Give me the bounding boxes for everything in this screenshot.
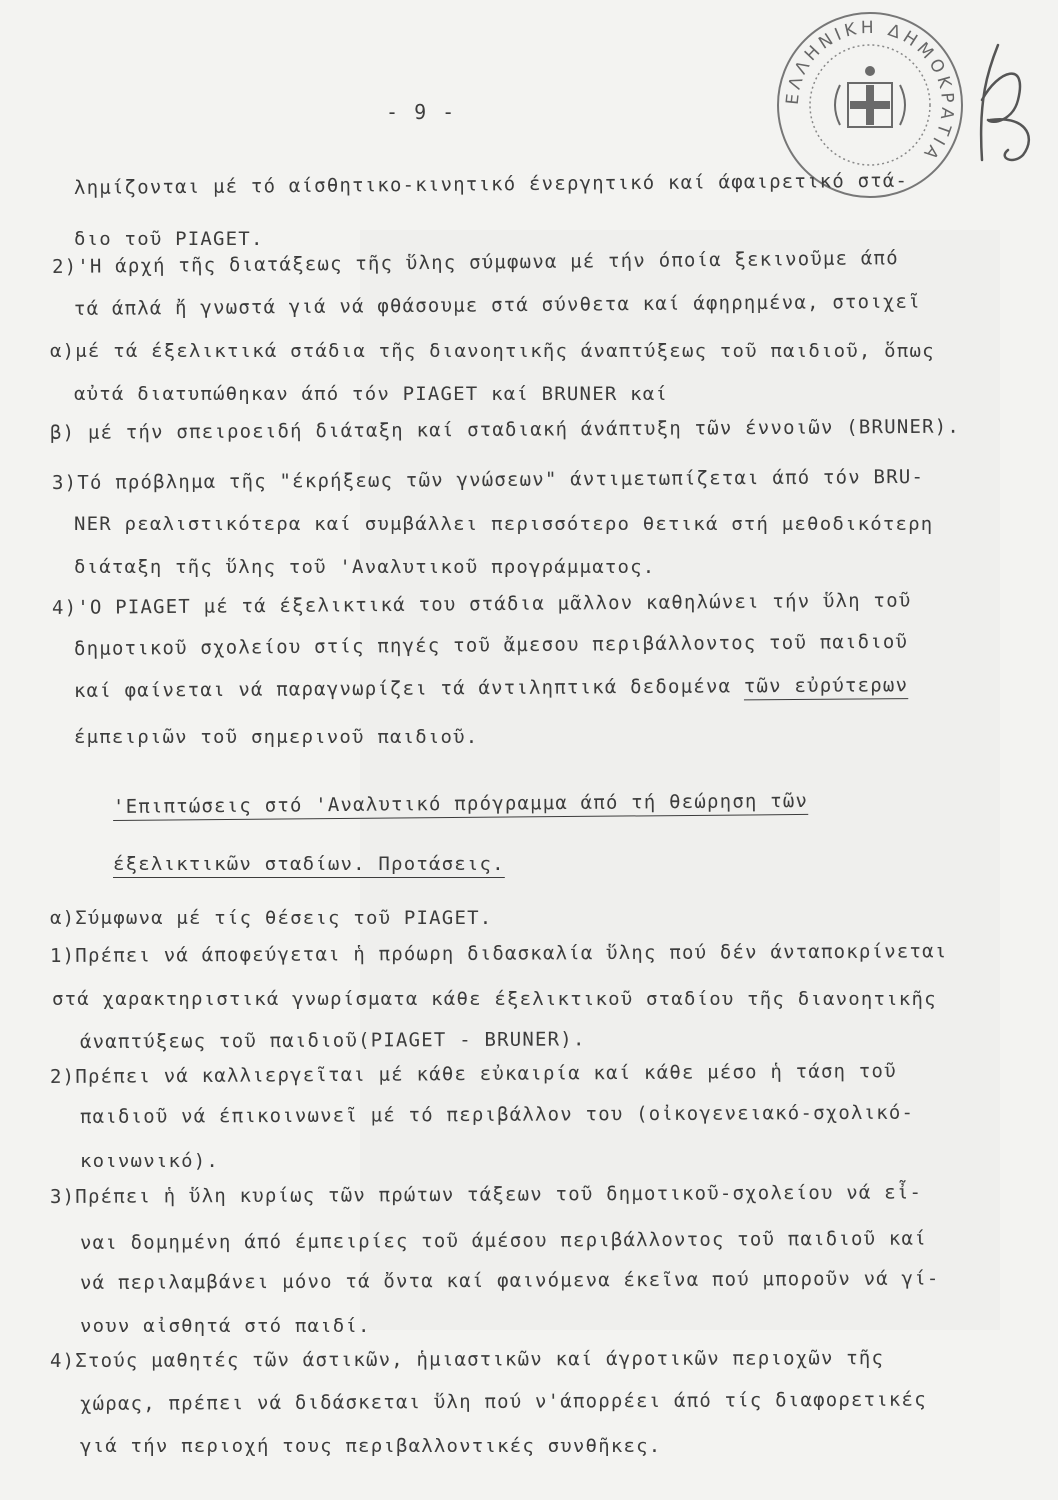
text-line-7: β) μέ τήν σπειροειδή διάταξη καί σταδιακή άνάπτυξη τῶν έννοιῶν (BRUNER). [49, 415, 961, 444]
text-line-12: δημοτικοῦ σχολείου στίς πηγές τοῦ ἄμεσου περιβάλλοντος τοῦ παιδιοῦ [73, 630, 909, 660]
text-line-3: 2)'Η άρχή τῆς διατάξεως τῆς ὕλης σύμφωνα μέ τήν όποία ξεκινοῦμε άπό [51, 247, 899, 278]
text-line-29: χώρας, πρέπει νά διδάσκεται ὕλη πού ν'άπορρέει άπό τίς διαφορετικές [79, 1388, 927, 1415]
text-line-17: α)Σύμφωνα μέ τίς θέσεις τοῦ PIAGET. [50, 907, 493, 929]
text-line-19: στά χαρακτηριστικά γνωρίσματα κάθε έξελικτικοῦ σταδίου τῆς διανοητικῆς [52, 988, 937, 1010]
text-line-18: 1)Πρέπει νά άποφεύγεται ἡ πρόωρη διδασκαλία ὕλης πού δέν άνταποκρίνεται [49, 940, 948, 967]
text-line-20: άναπτύξεως τοῦ παιδιοῦ(PIAGET - BRUNER). [79, 1028, 586, 1053]
text-line-21: 2)Πρέπει νά καλλιεργεῖται μέ κάθε εὐκαιρία καί κάθε μέσο ἡ τάση τοῦ [49, 1060, 897, 1088]
text-line-26: νά περιλαμβάνει μόνο τά ὄντα καί φαινόμενα έκεῖνα πού μποροῦν νά γί- [79, 1267, 940, 1294]
text-line-9: NER ρεαλιστικότερα καί συμβάλλει περισσότερο θετικά στή μεθοδικότερη [74, 513, 934, 535]
text-line-22: παιδιοῦ νά έπικοινωνεῖ μέ τό περιβάλλον του (οἰκογενειακό-σχολικό- [79, 1101, 915, 1128]
text-line-27: νουν αἰσθητά στό παιδί. [80, 1315, 371, 1337]
text-line-30: γιά τήν περιοχή τους περιβαλλοντικές συνθῆκες. [80, 1435, 662, 1457]
section-heading-line-1: 'Επιπτώσεις στό 'Αναλυτικό πρόγραμμα άπό τή θεώρηση τῶν [112, 789, 809, 818]
text-line-13-main: καί φαίνεται νά παραγνωρίζει τά άντιληπτικά δεδομένα [73, 675, 744, 702]
text-line-28: 4)Στούς μαθητές τῶν άστικῶν, ἡμιαστικῶν καί άγροτικῶν περιοχῶν τῆς [49, 1347, 885, 1372]
text-line-11: 4)'Ο PIAGET μέ τά έξελικτικά του στάδια μᾶλλον καθηλώνει τήν ὕλη τοῦ [51, 589, 912, 619]
text-line-24: 3)Πρέπει ἡ ὕλη κυρίως τῶν πρώτων τάξεων τοῦ δημοτικοῦ-σχολείου νά εἶ- [49, 1181, 923, 1208]
text-line-5: α)μέ τά έξελικτικά στάδια τῆς διανοητικῆς άναπτύξεως τοῦ παιδιοῦ, ὅπως [50, 340, 935, 362]
text-line-14: έμπειριῶν τοῦ σημερινοῦ παιδιοῦ. [74, 726, 479, 748]
text-line-4: τά άπλά ἤ γνωστά γιά νά φθάσουμε στά σύνθετα καί άφηρημένα, στοιχεῖ [73, 290, 921, 320]
page-number: - 9 - [386, 100, 457, 124]
section-heading-line-2: έξελικτικῶν σταδίων. Προτάσεις. [113, 853, 505, 875]
text-line-2: διο τοῦ PIAGET. [74, 228, 264, 250]
text-line-6: αὐτά διατυπώθηκαν άπό τόν PIAGET καί BRUNER καί [74, 383, 669, 405]
text-line-1: λημίζονται μέ τό αίσθητικο-κινητικό ένεργητικό καί άφαιρετικό στά- [73, 169, 909, 199]
text-line-25: ναι δομημένη άπό έμπειρίες τοῦ άμέσου περιβάλλοντος τοῦ παιδιοῦ καί [79, 1227, 927, 1254]
underlined-phrase: τῶν εὐρύτερων [743, 674, 909, 698]
text-line-23: κοινωνικό). [80, 1150, 220, 1172]
text-line-10: διάταξη τῆς ὕλης τοῦ 'Αναλυτικοῦ προγράμματος. [74, 556, 656, 578]
signature-icon [968, 40, 1048, 170]
text-line-8: 3)Τό πρόβλημα τῆς "έκρήξεως τῶν γνώσεων" άντιμετωπίζεται άπό τόν BRU- [51, 465, 925, 494]
seal-ring-text: ΕΛΛΗΝΙΚΗ ΔΗΜΟΚΡΑΤΙΑ [782, 17, 958, 166]
